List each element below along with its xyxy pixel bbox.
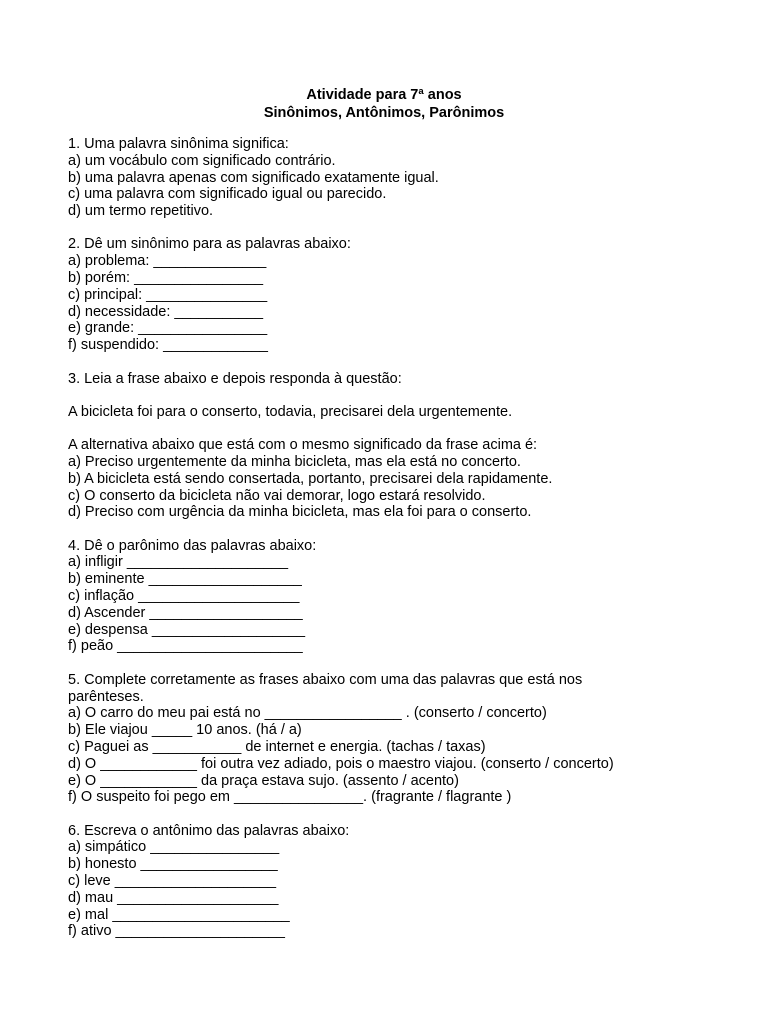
question-2 [68,236,728,354]
item-b: b) eminente ___________________ [68,571,302,588]
question-header: 1. Uma palavra sinônima significa: [68,136,289,152]
questions [68,136,728,957]
question-6 [68,823,728,941]
page-subtitle: Sinônimos, Antônimos, Parônimos [263,105,505,121]
item-e: e) despensa ___________________ [68,621,306,638]
item-f: f) ativo _____________________ [68,923,285,940]
option-b: b) uma palavra apenas com significado exatamente igual. [68,169,439,186]
item-f: f) peão _______________________ [68,638,303,655]
question-3-header: 3. Leia a frase abaixo e depois responda à questão: [68,370,402,387]
item-c: c) inflação ____________________ [68,588,300,605]
item-a: a) problema: ______________ [68,253,267,270]
item-a: a) simpático ________________ [68,839,280,856]
question-header: 4. Dê o parônimo das palavras abaixo: [68,537,317,554]
item-b: b) Ele viajou _____ 10 anos. (há / a) [68,722,302,739]
question-header-line-1: 5. Complete corretamente as frases abaixo com uma das palavras que está nos [68,671,583,688]
question-1 [68,136,728,220]
question-4 [68,538,728,656]
item-e: e) mal ______________________ [68,906,290,923]
item-d: d) O ____________ foi outra vez adiado, pois o maestro viajou. (conserto / concerto) [68,755,614,772]
option-b: b) A bicicleta está sendo consertada, portanto, precisarei dela rapidamente. [68,470,553,487]
question-5 [68,672,728,806]
item-a: a) O carro do meu pai está no _________________ . (conserto / concerto) [68,705,547,722]
option-d: d) Preciso com urgência da minha bicicleta, mas ela foi para o conserto. [68,504,532,521]
question-header-line-2: parênteses. [68,688,144,705]
item-f: f) suspendido: _____________ [68,337,268,354]
title-block [0,86,768,122]
page-title: Atividade para 7ª anos [306,87,462,103]
item-f: f) O suspeito foi pego em ________________. (fragrante / flagrante ) [68,789,512,806]
option-a: a) um vocábulo com significado contrário. [68,152,336,169]
option-a: a) Preciso urgentemente da minha bicicleta, mas ela está no concerto. [68,453,521,470]
item-d: d) mau ____________________ [68,889,279,906]
option-c: c) uma palavra com significado igual ou parecido. [68,186,387,203]
item-c: c) Paguei as ___________ de internet e energia. (tachas / taxas) [68,738,486,755]
option-d: d) um termo repetitivo. [68,203,214,220]
item-b: b) honesto _________________ [68,856,278,873]
question-3-sentence: A bicicleta foi para o conserto, todavia, precisarei dela urgentemente. [68,403,513,420]
item-c: c) leve ____________________ [68,872,277,889]
item-d: d) necessidade: ___________ [68,303,264,320]
option-c: c) O conserto da bicicleta não vai demorar, logo estará resolvido. [68,487,486,504]
question-3-options [68,437,728,521]
question-header: 2. Dê um sinônimo para as palavras abaixo: [68,236,351,253]
item-d: d) Ascender ___________________ [68,604,303,621]
item-c: c) principal: _______________ [68,286,268,303]
item-a: a) infligir ____________________ [68,554,289,571]
question-header: 6. Escreva o antônimo das palavras abaixo: [68,822,350,839]
item-b: b) porém: ________________ [68,270,264,287]
item-e: e) O ____________ da praça estava sujo. (assento / acento) [68,772,459,789]
item-e: e) grande: ________________ [68,320,268,337]
question-prompt: A alternativa abaixo que está com o mesmo significado da frase acima é: [68,437,538,454]
